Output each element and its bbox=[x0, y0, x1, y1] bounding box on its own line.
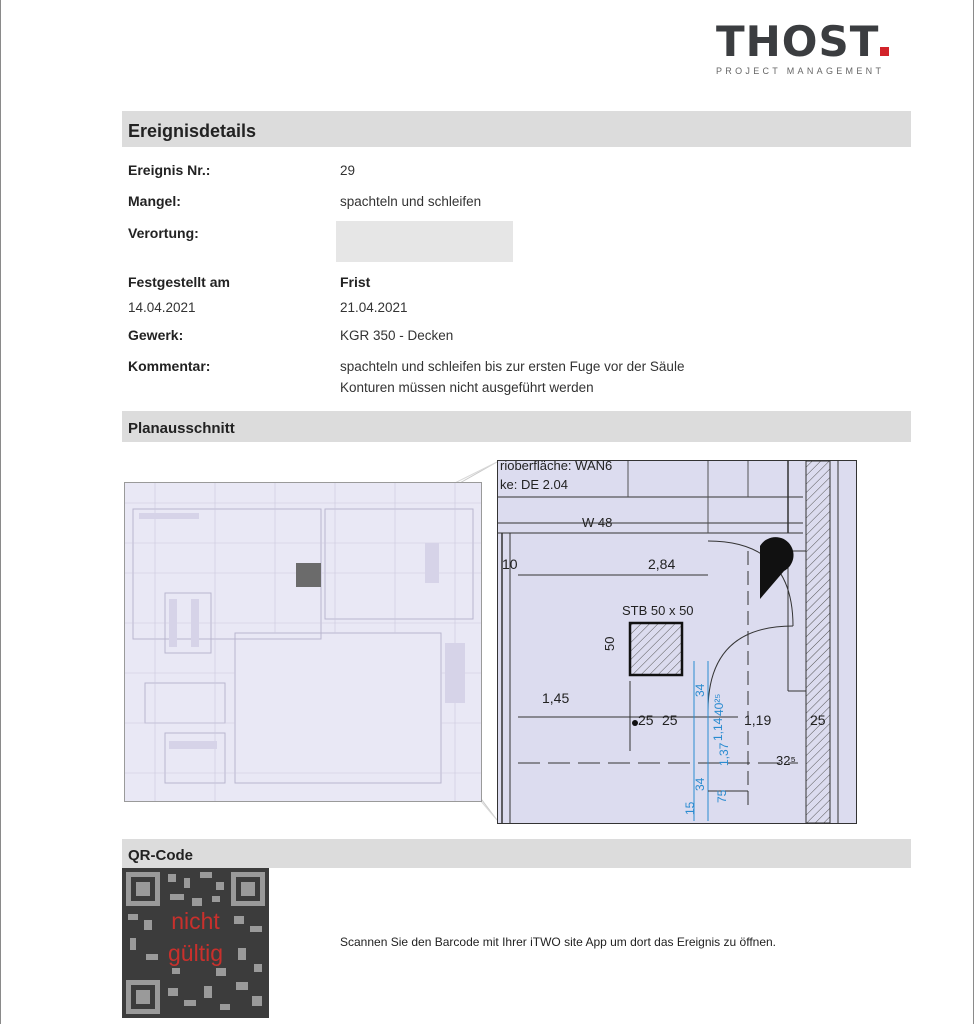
plan-text-surface: rioberfläche: WAN6 bbox=[500, 461, 613, 473]
plan-text-blue-114: 1,14 bbox=[711, 717, 725, 741]
nr-label: Ereignis Nr.: bbox=[128, 162, 211, 178]
kommentar-label: Kommentar: bbox=[128, 358, 211, 374]
plan-text-deck: ke: DE 2.04 bbox=[500, 477, 568, 492]
plan-text-wall: W 48 bbox=[582, 515, 613, 530]
gewerk-label: Gewerk: bbox=[128, 327, 184, 343]
festgestellt-value: 14.04.2021 bbox=[128, 300, 196, 315]
plan-text-32: 32⁵ bbox=[776, 753, 796, 768]
kommentar-line2: Konturen müssen nicht ausgeführt werden bbox=[340, 380, 594, 395]
plan-text-blue-34b: 34 bbox=[693, 777, 707, 791]
section-qr-title: QR-Code bbox=[122, 839, 911, 868]
frist-value: 21.04.2021 bbox=[340, 300, 408, 315]
nr-value: 29 bbox=[340, 163, 356, 178]
plan-text-blue-15: 15 bbox=[683, 801, 697, 815]
kommentar-line1: spachteln und schleifen bis zur ersten Fuge vor der Säule bbox=[340, 359, 685, 374]
plan-text-25a: 25 bbox=[638, 712, 654, 728]
floor-plan-overview bbox=[124, 482, 482, 802]
logo-word: THOST bbox=[716, 17, 880, 66]
frist-label: Frist bbox=[340, 274, 371, 290]
qr-code bbox=[122, 868, 269, 1018]
plan-text-10: 10 bbox=[502, 556, 518, 572]
plan-text-284: 2,84 bbox=[648, 556, 676, 572]
mangel-label: Mangel: bbox=[128, 193, 181, 209]
plan-text-blue-137: 1,37 bbox=[717, 742, 731, 766]
plan-text-50: 50 bbox=[602, 636, 617, 651]
plan-text-blue-75: 75 bbox=[715, 789, 729, 803]
mangel-value: spachteln und schleifen bbox=[340, 194, 482, 209]
plan-text-column: STB 50 x 50 bbox=[622, 603, 694, 618]
festgestellt-label: Festgestellt am bbox=[128, 274, 230, 290]
floor-plan-overview-drawing bbox=[125, 483, 481, 801]
floor-plan-detail bbox=[497, 460, 857, 824]
plan-text-blue-40: 40²⁵ bbox=[712, 693, 726, 716]
plan-text-25c: 25 bbox=[810, 712, 826, 728]
qr-invalid-line2: gültig bbox=[168, 940, 223, 966]
floor-plan-detail-drawing bbox=[498, 461, 856, 823]
plan-text-145: 1,45 bbox=[542, 690, 570, 706]
section-plan-title: Planausschnitt bbox=[122, 411, 911, 442]
qr-invalid-line1: nicht bbox=[171, 908, 220, 934]
scan-instruction: Scannen Sie den Barcode mit Ihrer iTWO site App um dort das Ereignis zu öffnen. bbox=[340, 935, 777, 949]
plan-text-25b: 25 bbox=[662, 712, 678, 728]
section-details-title: Ereignisdetails bbox=[122, 111, 911, 147]
plan-text-119: 1,19 bbox=[744, 712, 772, 728]
logo-subtitle: PROJECT MANAGEMENT bbox=[716, 66, 885, 76]
verortung-label: Verortung: bbox=[128, 225, 199, 241]
gewerk-value: KGR 350 - Decken bbox=[340, 328, 454, 343]
plan-text-blue-34a: 34 bbox=[693, 683, 707, 697]
